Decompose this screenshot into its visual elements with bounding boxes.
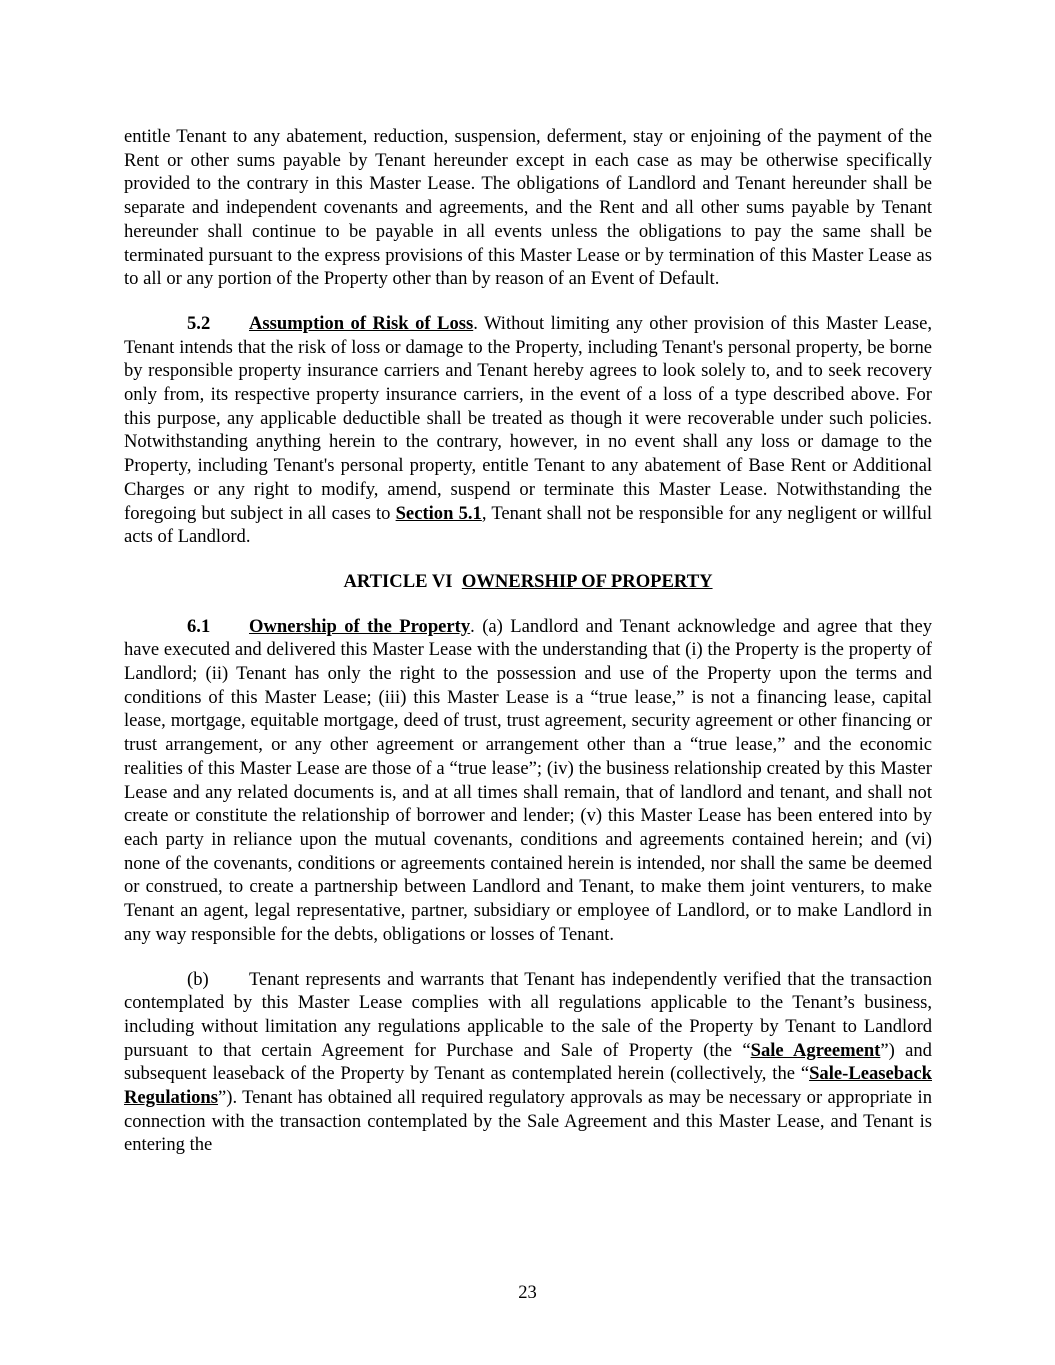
section-6-1-b-paragraph <box>124 968 932 1158</box>
section-5-2-text-b: , Tenant shall not be responsible for any negligent or willful acts of Landlord. <box>124 502 932 548</box>
section-5-2-heading: Assumption of Risk of Loss <box>249 312 474 334</box>
sale-agreement-term: Sale Agreement <box>750 1039 881 1061</box>
article-vi-title <box>124 570 932 594</box>
article-heading: OWNERSHIP OF PROPERTY <box>461 570 713 592</box>
article-label: ARTICLE VI <box>343 570 453 592</box>
section-5-2-text-a: . Without limiting any other provision of this Master Lease, Tenant intends that the risk of loss or damage to the Property, including Tenant's personal property, be borne by responsible property insurance carriers and Tenant hereby agrees to look solely to, and to seek recovery only from, its respective property insurance carriers, in the event of a loss of a type described above. For this purpose, any applicable deductible shall be treated as though it were recoverable under such policies. Notwithstanding anything herein to the contrary, however, in no event shall any loss or damage to the Property, including Tenant's personal property, entitle Tenant to any abatement of Base Rent or Additional Charges or any right to modify, amend, suspend or terminate this Master Lease. Notwithstanding the foregoing but subject in all cases to <box>124 312 932 524</box>
section-6-1-b-text-c: ”). Tenant has obtained all required regulatory approvals as may be necessary or appropriate in connection with the transaction contemplated by the Sale Agreement and this Master Lease, and Tenant is entering the <box>124 1087 932 1156</box>
section-5-2-paragraph <box>124 312 932 549</box>
section-6-1-b-text-a: Tenant represents and warrants that Tenant has independently verified that the transaction contemplated by this Master Lease complies with all regulations applicable to the Tenant’s business, including without limitation any regulations applicable to the sale of the Property by Tenant to Landlord pursuant to that certain Agreement for Purchase and Sale of Property (the “ <box>124 968 932 1061</box>
page-number: 23 <box>518 1282 537 1303</box>
section-5-2-number: 5.2 <box>187 312 211 334</box>
continuation-text: entitle Tenant to any abatement, reduction, suspension, deferment, stay or enjoining of the payment of the Rent or other sums payable by Tenant hereunder except in each case as may be otherwise specifically provided to the contrary in this Master Lease. The obligations of Landlord and Tenant hereunder shall be separate and independent covenants and agreements, and the Rent and all other sums payable by Tenant hereunder shall continue to be payable in all events unless the obligations to pay the same shall be terminated pursuant to the express provisions of this Master Lease or by termination of this Master Lease as to all or any portion of the Property other than by reason of an Event of Default. <box>124 126 932 290</box>
section-6-1-text: . (a) Landlord and Tenant acknowledge and agree that they have executed and delivered this Master Lease with the understanding that (i) the Property is the property of Landlord; (ii) Tenant has only the right to the possession and use of the Property upon the terms and conditions of this Master Lease; (iii) this Master Lease is a “true lease,” is not a financing lease, capital lease, mortgage, equitable mortgage, deed of trust, trust agreement, security agreement or other financing or trust arrangement, or any other agreement or arrangement other than a “true lease,” and the economic realities of this Master Lease are those of a “true lease”; (iv) the business relationship created by this Master Lease and any related documents is, and at all times shall remain, that of landlord and tenant, and shall not create or constitute the relationship of borrower and lender; (v) this Master Lease has been entered into by each party in reliance upon the mutual covenants, conditions and agreements contained herein; and (vi) none of the covenants, conditions or agreements contained herein is intended, nor shall the same be deemed or construed, to create a partnership between Landlord and Tenant, to make them joint venturers, to make Tenant an agent, legal representative, partner, subsidiary or employee of Landlord, or to make Landlord in any way responsible for the debts, obligations or losses of Tenant. <box>124 615 932 945</box>
continuation-paragraph <box>124 125 932 291</box>
section-5-1-reference: Section 5.1 <box>395 502 482 524</box>
section-6-1-heading: Ownership of the Property <box>249 615 471 637</box>
section-6-1-number: 6.1 <box>187 615 211 637</box>
section-6-1-b-text-b: ”) and subsequent leaseback of the Property by Tenant as contemplated herein (collectively, the “ <box>124 1039 932 1085</box>
section-6-1-paragraph <box>124 615 932 947</box>
sale-leaseback-regulations-term: Sale-Leaseback Regulations <box>124 1063 932 1109</box>
document-page <box>124 125 932 1157</box>
section-6-1-b-label: (b) <box>187 968 209 990</box>
